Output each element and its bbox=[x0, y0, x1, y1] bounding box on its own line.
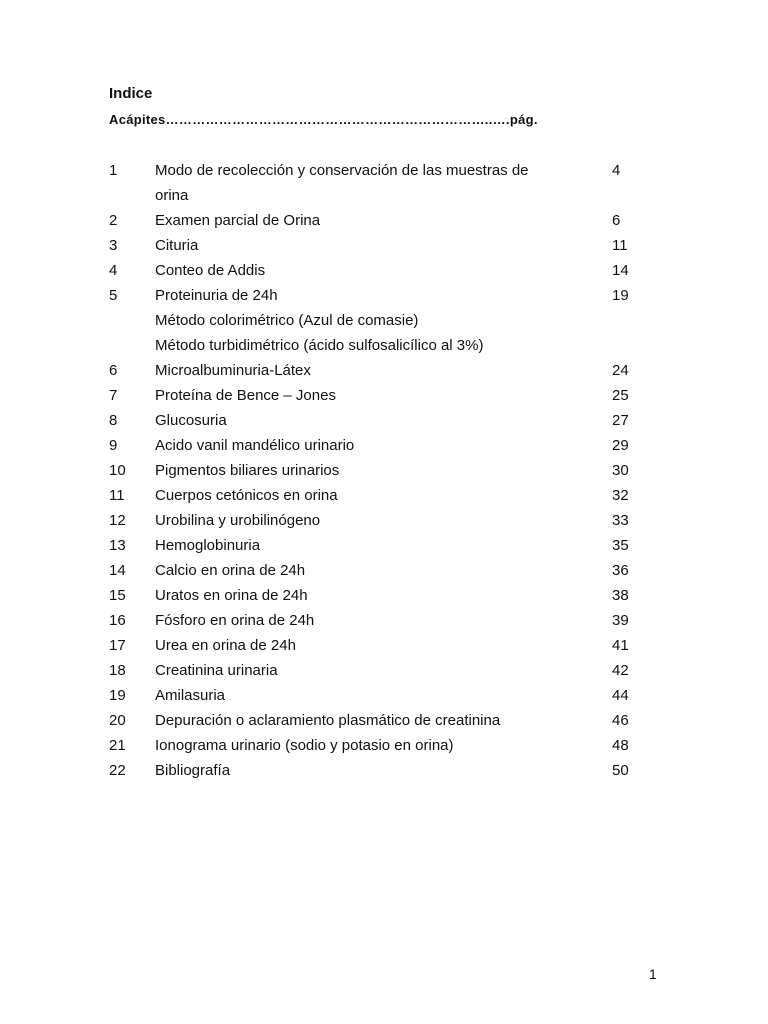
toc-row-number: 18 bbox=[109, 662, 126, 679]
toc-row-title: Acido vanil mandélico urinario bbox=[155, 437, 355, 454]
toc-row-page: 33 bbox=[612, 512, 629, 529]
toc-row-page: 39 bbox=[612, 612, 629, 629]
toc-row-title: Calcio en orina de 24h bbox=[155, 562, 306, 579]
toc-row-page: 35 bbox=[612, 537, 629, 554]
toc-row bbox=[109, 733, 639, 758]
toc-row-page: 41 bbox=[612, 637, 629, 654]
toc-row bbox=[109, 558, 639, 583]
toc-row-title: Cuerpos cetónicos en orina bbox=[155, 487, 338, 504]
toc-row-number: 5 bbox=[109, 287, 118, 304]
toc-row-page: 30 bbox=[612, 462, 629, 479]
toc-row-title: Creatinina urinaria bbox=[155, 662, 278, 679]
toc-row bbox=[109, 483, 639, 508]
toc-row-number: 21 bbox=[109, 737, 126, 754]
toc-row-number: 1 bbox=[109, 162, 118, 179]
toc-row-title: Amilasuria bbox=[155, 687, 226, 704]
toc-row bbox=[109, 158, 639, 183]
toc-row-title: orina bbox=[155, 187, 189, 204]
toc-row-title: Cituria bbox=[155, 237, 199, 254]
toc-row-number: 20 bbox=[109, 712, 126, 729]
toc-row-title: Modo de recolección y conservación de las muestras de bbox=[155, 162, 529, 179]
toc-row bbox=[109, 358, 639, 383]
toc-row-page: 25 bbox=[612, 387, 629, 404]
toc-row bbox=[109, 383, 639, 408]
toc-row-page: 24 bbox=[612, 362, 629, 379]
toc-row-page: 32 bbox=[612, 487, 629, 504]
toc-row bbox=[109, 533, 639, 558]
toc-row-title: Urea en orina de 24h bbox=[155, 637, 296, 654]
toc-row-page: 19 bbox=[612, 287, 629, 304]
toc-row-title: Método turbidimétrico (ácido sulfosalicílico al 3%) bbox=[155, 337, 484, 354]
toc-row-title: Proteína de Bence – Jones bbox=[155, 387, 336, 404]
toc-row-title: Ionograma urinario (sodio y potasio en orina) bbox=[155, 737, 454, 754]
toc-row-number: 14 bbox=[109, 562, 126, 579]
toc-row-number: 7 bbox=[109, 387, 118, 404]
toc-row bbox=[109, 183, 639, 208]
toc-row-number: 10 bbox=[109, 462, 126, 479]
toc-row-number: 19 bbox=[109, 687, 126, 704]
toc-row-page: 42 bbox=[612, 662, 629, 679]
toc-row-title: Conteo de Addis bbox=[155, 262, 266, 279]
toc-row-title: Urobilina y urobilinógeno bbox=[155, 512, 321, 529]
toc-row bbox=[109, 583, 639, 608]
toc-row-title: Bibliografía bbox=[155, 762, 231, 779]
toc-row-title: Glucosuria bbox=[155, 412, 227, 429]
toc-row-number: 11 bbox=[109, 487, 125, 504]
table-of-contents bbox=[109, 158, 639, 783]
toc-row-number: 4 bbox=[109, 262, 118, 279]
toc-row bbox=[109, 258, 639, 283]
toc-row-page: 14 bbox=[612, 262, 629, 279]
toc-row-number: 8 bbox=[109, 412, 118, 429]
toc-row-number: 17 bbox=[109, 637, 126, 654]
toc-row-page: 27 bbox=[612, 412, 629, 429]
toc-row-page: 44 bbox=[612, 687, 629, 704]
toc-row-number: 3 bbox=[109, 237, 118, 254]
toc-row bbox=[109, 708, 639, 733]
toc-row bbox=[109, 683, 639, 708]
toc-row-number: 13 bbox=[109, 537, 126, 554]
toc-row-page: 6 bbox=[612, 212, 621, 229]
toc-row-page: 4 bbox=[612, 162, 621, 179]
toc-row-page: 48 bbox=[612, 737, 629, 754]
toc-row bbox=[109, 308, 639, 333]
toc-row-title: Depuración o aclaramiento plasmático de creatinina bbox=[155, 712, 501, 729]
toc-row bbox=[109, 658, 639, 683]
page-title: Indice bbox=[109, 85, 153, 102]
toc-row-number: 6 bbox=[109, 362, 118, 379]
toc-row-title: Proteinuria de 24h bbox=[155, 287, 278, 304]
toc-row-number: 2 bbox=[109, 212, 118, 229]
page-number: 1 bbox=[649, 966, 657, 982]
toc-row-title: Método colorimétrico (Azul de comasie) bbox=[155, 312, 419, 329]
toc-row-title: Hemoglobinuria bbox=[155, 537, 261, 554]
toc-row-page: 46 bbox=[612, 712, 629, 729]
toc-row bbox=[109, 283, 639, 308]
toc-row bbox=[109, 233, 639, 258]
toc-row bbox=[109, 458, 639, 483]
toc-row-number: 12 bbox=[109, 512, 126, 529]
toc-row bbox=[109, 208, 639, 233]
toc-row-title: Examen parcial de Orina bbox=[155, 212, 321, 229]
toc-header: Acápites………………………………………………………………..….pág. bbox=[109, 112, 538, 127]
toc-row bbox=[109, 408, 639, 433]
toc-row-title: Pigmentos biliares urinarios bbox=[155, 462, 340, 479]
toc-row-title: Microalbuminuria-Látex bbox=[155, 362, 311, 379]
toc-row bbox=[109, 508, 639, 533]
toc-row-page: 29 bbox=[612, 437, 629, 454]
toc-row-page: 36 bbox=[612, 562, 629, 579]
toc-row-title: Uratos en orina de 24h bbox=[155, 587, 308, 604]
toc-row-number: 16 bbox=[109, 612, 126, 629]
toc-row-page: 38 bbox=[612, 587, 629, 604]
toc-row-number: 9 bbox=[109, 437, 118, 454]
toc-row bbox=[109, 433, 639, 458]
toc-row bbox=[109, 758, 639, 783]
toc-row bbox=[109, 333, 639, 358]
toc-row-title: Fósforo en orina de 24h bbox=[155, 612, 315, 629]
toc-row-page: 50 bbox=[612, 762, 629, 779]
toc-row-number: 22 bbox=[109, 762, 126, 779]
toc-row bbox=[109, 633, 639, 658]
toc-row-page: 11 bbox=[612, 237, 628, 254]
toc-row bbox=[109, 608, 639, 633]
toc-row-number: 15 bbox=[109, 587, 126, 604]
